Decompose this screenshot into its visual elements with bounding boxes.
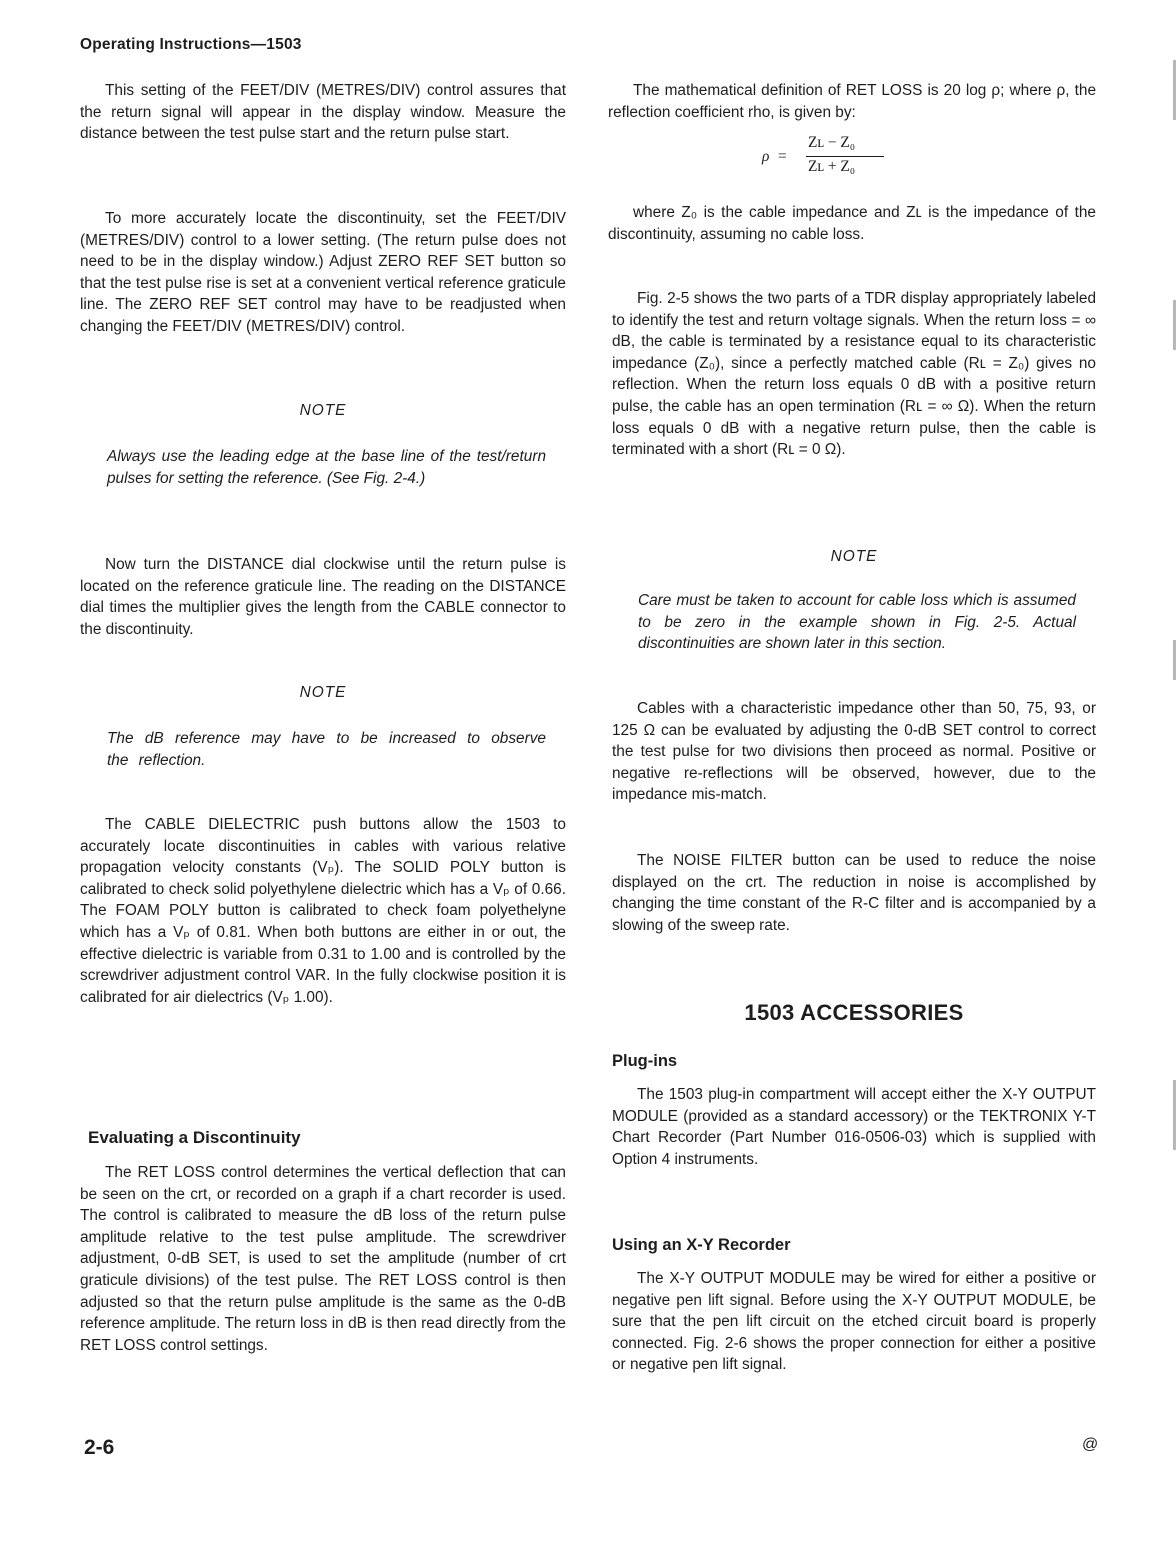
section-heading-evaluating: Evaluating a Discontinuity	[88, 1128, 301, 1147]
section-heading-accessories: 1503 ACCESSORIES	[744, 1000, 964, 1025]
paragraph-tdr-display: Fig. 2-5 shows the two parts of a TDR display appropriately labeled to identify the test and return voltage signals. When the return loss = ∞ dB, the cable is terminated by a resistance equal to its characteristic impedance (Z₀), since a perfectly matched cable (Rʟ = Z₀) gives no reflection. When the return loss equals 0 dB with a positive return pulse, the cable has an open termination (Rʟ = ∞ Ω). When the return loss equals 0 dB with a negative return pulse, then the cable is terminated with a short (Rʟ = 0 Ω).	[612, 290, 1096, 459]
page-number: 2-6	[84, 1436, 115, 1459]
note-title: NOTE	[830, 548, 878, 565]
note-title: NOTE	[299, 402, 347, 419]
paragraph-cable-dielectric: The CABLE DIELECTRIC push buttons allow the 1503 to accurately locate discontinuities in cables with various relative propagation velocity constants (Vₚ). The SOLID POLY button is calibrated to check solid polyethylene dielectric which has a Vₚ of 0.66. The FOAM POLY button is calibrated to check foam polyethelyne which has a Vₚ of 0.81. When both buttons are either in or out, the effective dielectric is variable from 0.31 to 1.00 and is controlled by the screwdriver adjustment control VAR. In the fully clockwise position it is calibrated for air dielectrics (Vₚ 1.00).	[80, 816, 566, 1006]
note-text-leading-edge: Always use the leading edge at the base line of the test/return pulses for setting the reference. (See Fig. 2-4.)	[107, 448, 546, 487]
paragraph-noise-filter: The NOISE FILTER button can be used to reduce the noise displayed on the crt. The reduction in noise is accomplished by changing the time constant of the R-C filter and is accompanied by a slowing of the sweep rate.	[612, 852, 1096, 934]
note-text-db-reference: The dB reference may have to be increased to observe the reflection.	[107, 730, 546, 769]
paragraph-distance-dial: Now turn the DISTANCE dial clockwise until the return pulse is located on the reference graticule line. The reading on the DISTANCE dial times the multiplier gives the length from the CABLE connector to the discontinuity.	[80, 556, 566, 638]
subsection-heading-plugins: Plug-ins	[612, 1052, 678, 1070]
formula-rho: ρ	[762, 148, 770, 165]
paragraph-plugin-compartment: The 1503 plug-in compartment will accept either the X-Y OUTPUT MODULE (provided as a standard accessory) or the TEKTRONIX Y-T Chart Recorder (Part Number 016-0506-03) which is supplied with Option 4 instruments.	[612, 1086, 1096, 1168]
formula-numerator: Zʟ − Z₀	[808, 134, 856, 151]
paragraph-feet-div-setting: This setting of the FEET/DIV (METRES/DIV) control assures that the return signal will appear in the display window. Measure the distance between the test pulse start and the return pulse start.	[80, 82, 566, 143]
paragraph-xy-output-module: The X-Y OUTPUT MODULE may be wired for either a positive or negative pen lift signal. Before using the X-Y OUTPUT MODULE, be sure that the pen lift circuit on the etched circuit board is properly connected. Fig. 2-6 shows the proper connection for either a positive or negative pen lift signal.	[612, 1270, 1096, 1374]
paragraph-impedance-definition: where Z₀ is the cable impedance and Zʟ is the impedance of the discontinuity, assuming no cable loss.	[608, 204, 1096, 243]
formula-equals: =	[778, 148, 787, 165]
note-text-cable-loss: Care must be taken to account for cable loss which is assumed to be zero in the example shown in Fig. 2-5. Actual discontinuities are shown later in this section.	[638, 592, 1076, 653]
subsection-heading-xy-recorder: Using an X-Y Recorder	[612, 1236, 791, 1254]
running-header: Operating Instructions—1503	[80, 36, 302, 53]
paragraph-ret-loss-control: The RET LOSS control determines the vertical deflection that can be seen on the crt, or recorded on a graph if a chart recorder is used. The control is calibrated to measure the dB loss of the return pulse amplitude relative to the test pulse amplitude. The screwdriver adjustment, 0-dB SET, is used to set the amplitude (number of crt graticule divisions) of the test pulse. The RET LOSS control is then adjusted so that the return pulse amplitude is the same as the 0-dB reference amplitude. The return loss in dB is then read directly from the RET LOSS control settings.	[80, 1164, 566, 1354]
footer-mark: @	[1082, 1436, 1099, 1453]
formula-denominator: Zʟ + Z₀	[808, 158, 856, 175]
formula-fraction-bar	[806, 156, 884, 157]
paragraph-locate-discontinuity: To more accurately locate the discontinuity, set the FEET/DIV (METRES/DIV) control to a lower setting. (The return pulse does not need to be in the display window.) Adjust ZERO REF SET button so that the test pulse rise is set at a convenient vertical reference graticule line. The ZERO REF SET control may have to be readjusted when changing the FEET/DIV (METRES/DIV) control.	[80, 210, 566, 335]
paragraph-ret-loss-definition: The mathematical definition of RET LOSS is 20 log ρ; where ρ, the reflection coefficient rho, is given by:	[608, 82, 1096, 121]
paragraph-characteristic-impedance: Cables with a characteristic impedance other than 50, 75, 93, or 125 Ω can be evaluated by adjusting the 0-dB SET control to correct the test pulse for two divisions then proceed as normal. Positive or negative re-reflections will be observed, however, due to the impedance mis-match.	[612, 700, 1096, 804]
note-title: NOTE	[299, 684, 347, 701]
